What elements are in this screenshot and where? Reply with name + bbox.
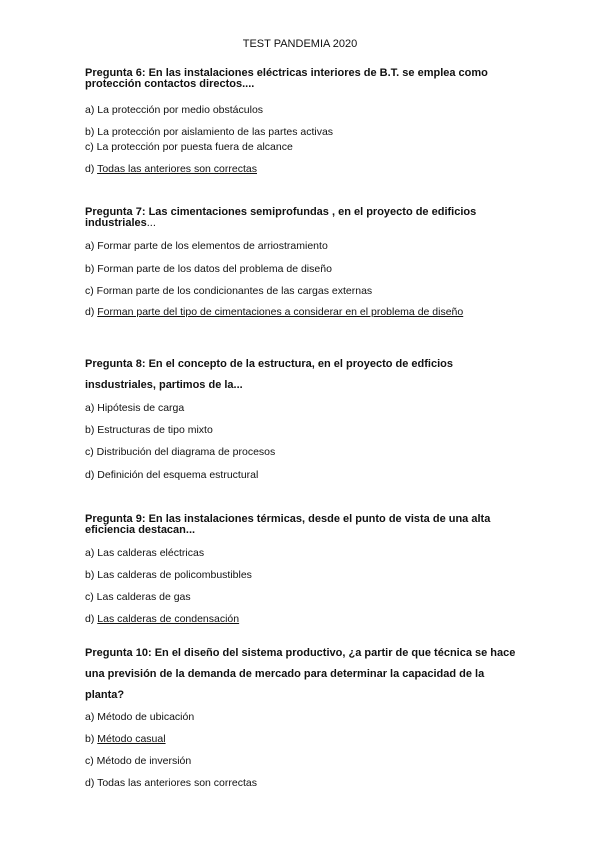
question-6-option-b: b) La protección por aislamiento de las partes activas [85, 126, 334, 138]
question-7-text: Las cimentaciones semiprofundas , en el proyecto de edificios industriales [85, 206, 477, 229]
question-9-option-b: b) Las calderas de policombustibles [85, 569, 252, 581]
question-10-text: En el diseño del sistema productivo, ¿a partir de que técnica se hace una previsión de la demanda de mercado para determinar la capacidad de la planta? [85, 647, 516, 701]
document-title: TEST PANDEMIA 2020 [242, 38, 358, 50]
question-9-option-c: c) Las calderas de gas [85, 591, 191, 603]
question-6-text: En las instalaciones eléctricas interiores de B.T. se emplea como protección contactos directos.... [85, 67, 488, 90]
question-6-heading [85, 68, 525, 90]
question-8-option-b: b) Estructuras de tipo mixto [85, 424, 213, 436]
question-10-label: Pregunta 10: [85, 647, 152, 659]
question-7-label: Pregunta 7: [85, 206, 146, 218]
question-7-option-d: d) Forman parte del tipo de cimentaciones a considerar en el problema de diseño [85, 306, 464, 318]
question-10-heading [85, 643, 525, 706]
question-9-text: En las instalaciones térmicas, desde el punto de vista de una alta eficiencia destacan... [85, 513, 491, 536]
question-10-option-d: d) Todas las anteriores son correctas [85, 777, 257, 789]
question-8-option-c: c) Distribución del diagrama de procesos [85, 446, 276, 458]
question-6-option-d: d) Todas las anteriores son correctas [85, 163, 257, 175]
question-8-label: Pregunta 8: [85, 358, 146, 370]
question-10-option-c: c) Método de inversión [85, 755, 192, 767]
question-8-option-d: d) Definición del esquema estructural [85, 469, 259, 481]
question-6-option-a: a) La protección por medio obstáculos [85, 104, 264, 116]
question-9-label: Pregunta 9: [85, 513, 146, 525]
question-10-option-b: b) Método casual [85, 733, 166, 745]
question-9-option-d: d) Las calderas de condensación [85, 613, 240, 625]
question-8-heading [85, 354, 525, 396]
question-6-option-c: c) La protección por puesta fuera de alcance [85, 141, 293, 153]
question-10-option-a: a) Método de ubicación [85, 711, 195, 723]
question-9-heading [85, 514, 525, 536]
question-7-option-c: c) Forman parte de los condicionantes de las cargas externas [85, 285, 373, 297]
question-6-label: Pregunta 6: [85, 67, 146, 79]
question-8-text: En el concepto de la estructura, en el proyecto de edficios insdustriales, partimos de la... [85, 358, 453, 391]
correct-answer: Todas las anteriores son correctas [97, 163, 257, 175]
question-7-heading [85, 207, 525, 229]
correct-answer: Las calderas de condensación [97, 613, 240, 625]
question-7-option-b: b) Forman parte de los datos del problema de diseño [85, 263, 332, 275]
question-7-option-a: a) Formar parte de los elementos de arriostramiento [85, 240, 328, 252]
question-9-option-a: a) Las calderas eléctricas [85, 547, 205, 559]
question-7-suffix: ... [146, 217, 156, 229]
correct-answer: Método casual [97, 733, 166, 745]
question-8-option-a: a) Hipótesis de carga [85, 402, 185, 414]
correct-answer: Forman parte del tipo de cimentaciones a considerar en el problema de diseño [97, 306, 464, 318]
